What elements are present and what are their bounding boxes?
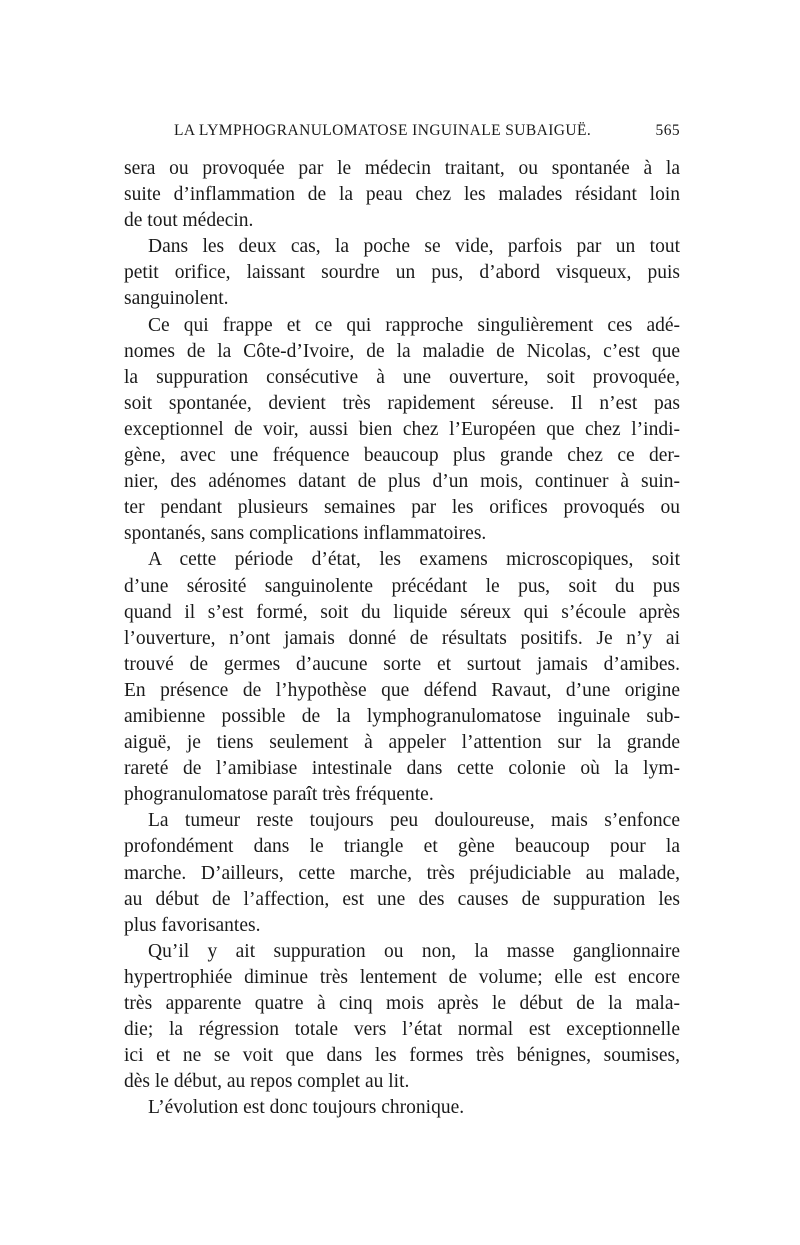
text-line: plus favorisantes. <box>124 914 261 936</box>
text-line: Dans les deux cas, la poche se vide, parfois par un tout <box>148 236 680 258</box>
paragraph <box>124 1095 680 1121</box>
text-line: sera ou provoquée par le médecin traitant, ou spontanée à la <box>124 158 680 179</box>
text-line: La tumeur reste toujours peu douloureuse, mais s’enfonce <box>148 810 680 832</box>
text-line: au début de l’affection, est une des causes de suppuration les <box>124 888 680 910</box>
text-line: d’une sérosité sanguinolente précédant le pus, soit du pus <box>124 575 680 597</box>
paragraph <box>124 547 680 808</box>
paragraph <box>124 808 680 938</box>
running-head <box>124 122 680 144</box>
text-line: ter pendant plusieurs semaines par les orifices provoqués ou <box>124 497 680 519</box>
text-line: l’ouverture, n’ont jamais donné de résultats positifs. Je n’y ai <box>124 627 680 649</box>
text-line: trouvé de germes d’aucune sorte et surtout jamais d’amibes. <box>124 653 680 675</box>
text-line: gène, avec une fréquence beaucoup plus grande chez ce der- <box>124 445 680 467</box>
text-line: dès le début, au repos complet au lit. <box>124 1071 410 1093</box>
text-line: profondément dans le triangle et gène beaucoup pour la <box>124 836 680 858</box>
text-line: nier, des adénomes datant de plus d’un mois, continuer à suin- <box>124 471 680 493</box>
paragraph <box>124 156 680 234</box>
text-line: spontanés, sans complications inflammatoires. <box>124 523 487 545</box>
text-line: ici et ne se voit que dans les formes très bénignes, soumises, <box>124 1045 680 1067</box>
page-number: 565 <box>655 122 680 139</box>
text-line: la suppuration consécutive à une ouverture, soit provoquée, <box>124 366 680 388</box>
text-line: marche. D’ailleurs, cette marche, très préjudiciable au malade, <box>124 862 680 884</box>
text-line: suite d’inflammation de la peau chez les malades résidant loin <box>124 184 680 206</box>
text-line: phogranulomatose paraît très fréquente. <box>124 784 434 806</box>
running-title: LA LYMPHOGRANULOMATOSE INGUINALE SUBAIGUË. <box>174 122 592 139</box>
paragraph <box>124 313 680 548</box>
text-line: aiguë, je tiens seulement à appeler l’attention sur la grande <box>124 732 680 754</box>
text-line: rareté de l’amibiase intestinale dans cette colonie où la lym- <box>124 758 680 780</box>
text-line: petit orifice, laissant sourdre un pus, d’abord visqueux, puis <box>124 262 680 284</box>
text-line: exceptionnel de voir, aussi bien chez l’Européen que chez l’indi- <box>124 418 680 440</box>
text-line: sanguinolent. <box>124 288 229 310</box>
text-line: très apparente quatre à cinq mois après le début de la mala- <box>124 993 680 1014</box>
body-text <box>124 156 680 1121</box>
text-line: hypertrophiée diminue très lentement de volume; elle est encore <box>124 966 680 988</box>
text-line: A cette période d’état, les examens microscopiques, soit <box>148 549 680 571</box>
paragraph <box>124 939 680 1096</box>
text-line: quand il s’est formé, soit du liquide séreux qui s’écoule après <box>124 601 680 623</box>
text-line: de tout médecin. <box>124 210 254 232</box>
text-line: soit spontanée, devient très rapidement séreuse. Il n’est pas <box>124 392 680 414</box>
text-line: amibienne possible de la lymphogranulomatose inguinale sub- <box>124 705 680 727</box>
text-line: Ce qui frappe et ce qui rapproche singulièrement ces adé- <box>148 314 680 336</box>
text-line: L’évolution est donc toujours chronique. <box>148 1097 465 1119</box>
text-line: die; la régression totale vers l’état normal est exceptionnelle <box>124 1019 680 1041</box>
text-line: nomes de la Côte-d’Ivoire, de la maladie de Nicolas, c’est que <box>124 340 680 362</box>
text-line: Qu’il y ait suppuration ou non, la masse ganglionnaire <box>148 940 680 962</box>
text-line: En présence de l’hypothèse que défend Ravaut, d’une origine <box>124 679 680 701</box>
paragraph <box>124 234 680 312</box>
